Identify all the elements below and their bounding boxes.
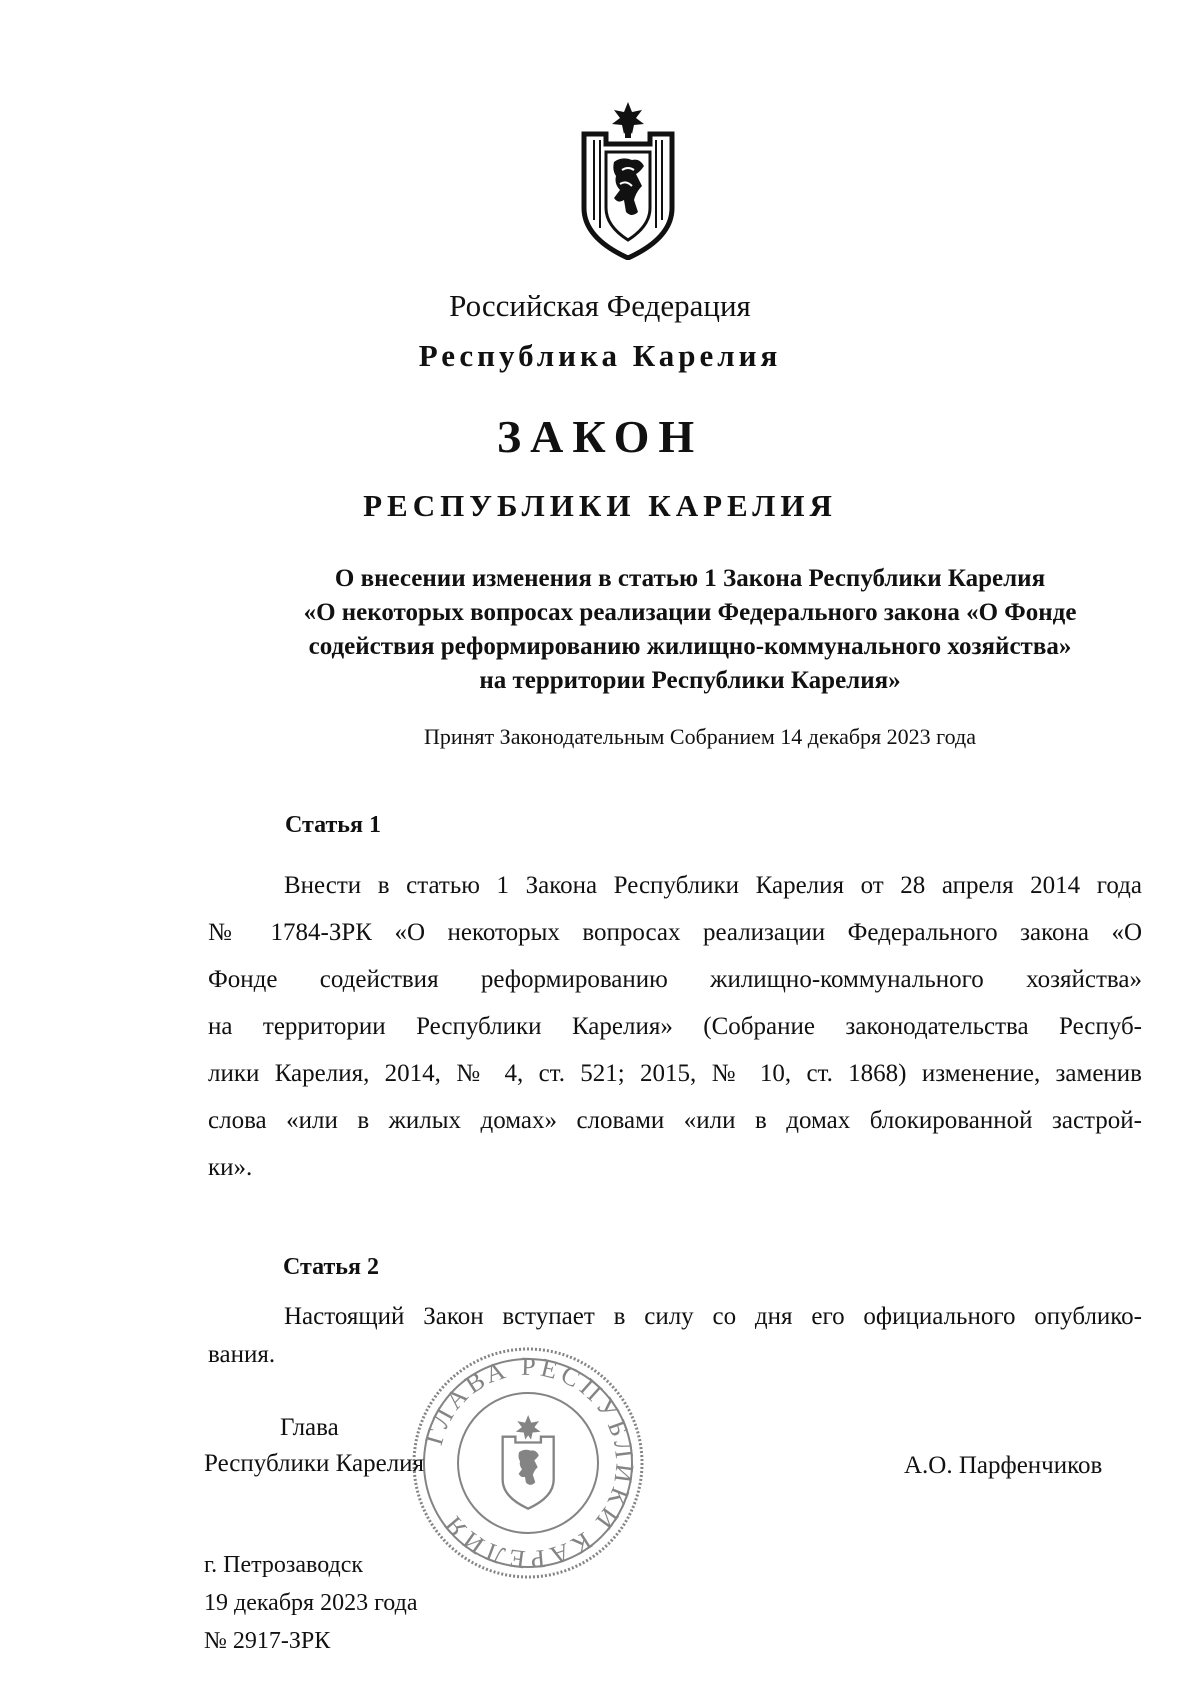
text-line: вания. (208, 1341, 276, 1368)
article-2-heading: Статья 2 (283, 1254, 379, 1280)
signatory-name: А.О. Парфенчиков (904, 1452, 1103, 1479)
city: г. Петрозаводск (204, 1552, 364, 1578)
text-line: ки». (208, 1154, 253, 1181)
place-date-block (204, 1546, 417, 1660)
document-type-title: ЗАКОН (496, 411, 704, 462)
text-line: на территории Республики Карелия» (Собрание законодательства Респуб- (208, 1013, 1142, 1040)
subject-line: содействия реформированию жилищно-коммунального хозяйства» (308, 633, 1072, 660)
text-line: № 1784-ЗРК «О некоторых вопросах реализации Федерального закона «О (208, 919, 1142, 946)
adoption-note: Принят Законодательным Собранием 14 декабря 2023 года (424, 724, 976, 749)
coat-of-arms-icon (576, 100, 680, 260)
document-type-subtitle: РЕСПУБЛИКИ КАРЕЛИЯ (363, 488, 837, 523)
text-line: слова «или в жилых домах» словами «или в домах блокированной застрой- (208, 1107, 1142, 1134)
region-name: Республика Карелия (418, 338, 782, 373)
signing-date: 19 декабря 2023 года (204, 1590, 418, 1616)
subject-line: на территории Республики Карелия» (479, 667, 901, 694)
text-line: Фонде содействия реформированию жилищно-коммунального хозяйства» (208, 966, 1142, 993)
law-number: № 2917-ЗРК (204, 1628, 331, 1654)
article-1-heading: Статья 1 (285, 812, 381, 838)
law-subject-title (240, 562, 1140, 698)
text-line: Настоящий Закон вступает в силу со дня его официального опублико- (284, 1303, 1142, 1330)
text-line: лики Карелия, 2014, № 4, ст. 521; 2015, № 10, ст. 1868) изменение, заменив (208, 1060, 1142, 1087)
subject-line: О внесении изменения в статью 1 Закона Республики Карелия (334, 565, 1046, 592)
text-line: Внести в статью 1 Закона Республики Карелия от 28 апреля 2014 года (284, 872, 1142, 899)
subject-line: «О некоторых вопросах реализации Федерального закона «О Фонде (303, 599, 1077, 626)
country-name: Российская Федерация (449, 288, 751, 323)
article-2-text (208, 1298, 1142, 1374)
signatory-title-line2: Республики Карелия (204, 1450, 425, 1477)
svg-text:ГЛАВА РЕСПУБЛИКИ КАРЕЛИЯ: ГЛАВА РЕСПУБЛИКИ КАРЕЛИЯ (419, 1351, 640, 1575)
signatory-title-line1: Глава (280, 1414, 339, 1441)
article-1-text (208, 862, 1142, 1191)
official-seal-stamp (410, 1345, 646, 1581)
